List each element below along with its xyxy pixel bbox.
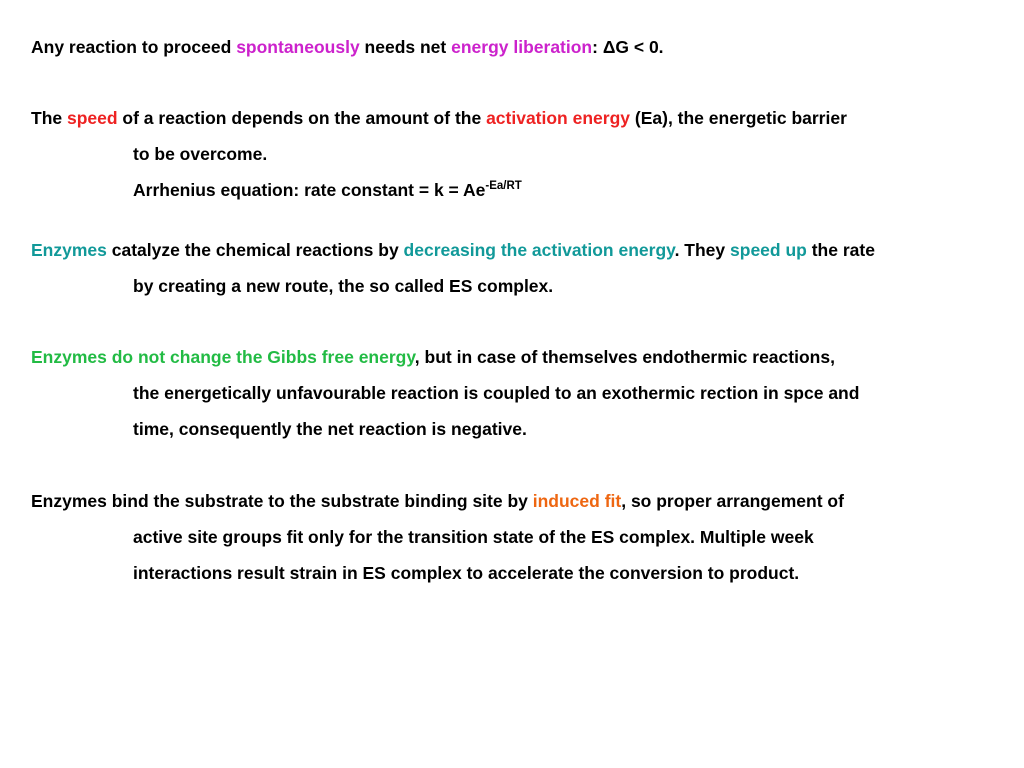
text: the rate (806, 240, 875, 260)
text: (Ea), the energetic barrier (630, 108, 847, 128)
text: Enzymes bind the substrate to the substrate binding site by (31, 491, 533, 511)
highlight-gibbs-free-energy: Enzymes do not change the Gibbs free energy (31, 347, 415, 367)
paragraph-induced-fit (31, 490, 844, 512)
highlight-speed-up: speed up (730, 240, 807, 260)
paragraph-enzymes-catalyze-line2: by creating a new route, the so called ES complex. (133, 276, 554, 296)
text: catalyze the chemical reactions by (106, 240, 404, 260)
highlight-enzymes: Enzymes (31, 240, 107, 260)
paragraph-gibbs-line3: time, consequently the net reaction is negative. (133, 419, 527, 439)
paragraph-enzymes-catalyze (31, 239, 875, 261)
text: , so proper arrangement of (621, 491, 844, 511)
text: : ΔG < 0. (592, 37, 664, 57)
paragraph-spontaneity (31, 36, 664, 58)
text: , but in case of themselves endothermic reactions, (414, 347, 835, 367)
text: Any reaction to proceed (31, 37, 237, 57)
highlight-activation-energy: activation energy (486, 108, 631, 128)
exponent: -Ea/RT (485, 180, 522, 192)
text: . They (674, 240, 731, 260)
highlight-decreasing-activation-energy: decreasing the activation energy (403, 240, 675, 260)
paragraph-gibbs-line2: the energetically unfavourable reaction is coupled to an exothermic rection in spce and (133, 383, 860, 403)
paragraph-speed-line2: to be overcome. (133, 144, 268, 164)
arrhenius-equation (133, 179, 522, 201)
highlight-energy-liberation: energy liberation (451, 37, 593, 57)
paragraph-induced-fit-line2: active site groups fit only for the transition state of the ES complex. Multiple week (133, 527, 814, 547)
highlight-speed: speed (66, 108, 118, 128)
paragraph-induced-fit-line3: interactions result strain in ES complex to accelerate the conversion to product. (133, 563, 800, 583)
text: Arrhenius equation: rate constant = k = Ae (133, 180, 486, 200)
highlight-induced-fit: induced fit (532, 491, 622, 511)
text: of a reaction depends on the amount of the (117, 108, 487, 128)
text: needs net (359, 37, 452, 57)
paragraph-gibbs (31, 346, 835, 368)
text: The (31, 108, 67, 128)
highlight-spontaneously: spontaneously (236, 37, 360, 57)
paragraph-speed (31, 107, 847, 129)
